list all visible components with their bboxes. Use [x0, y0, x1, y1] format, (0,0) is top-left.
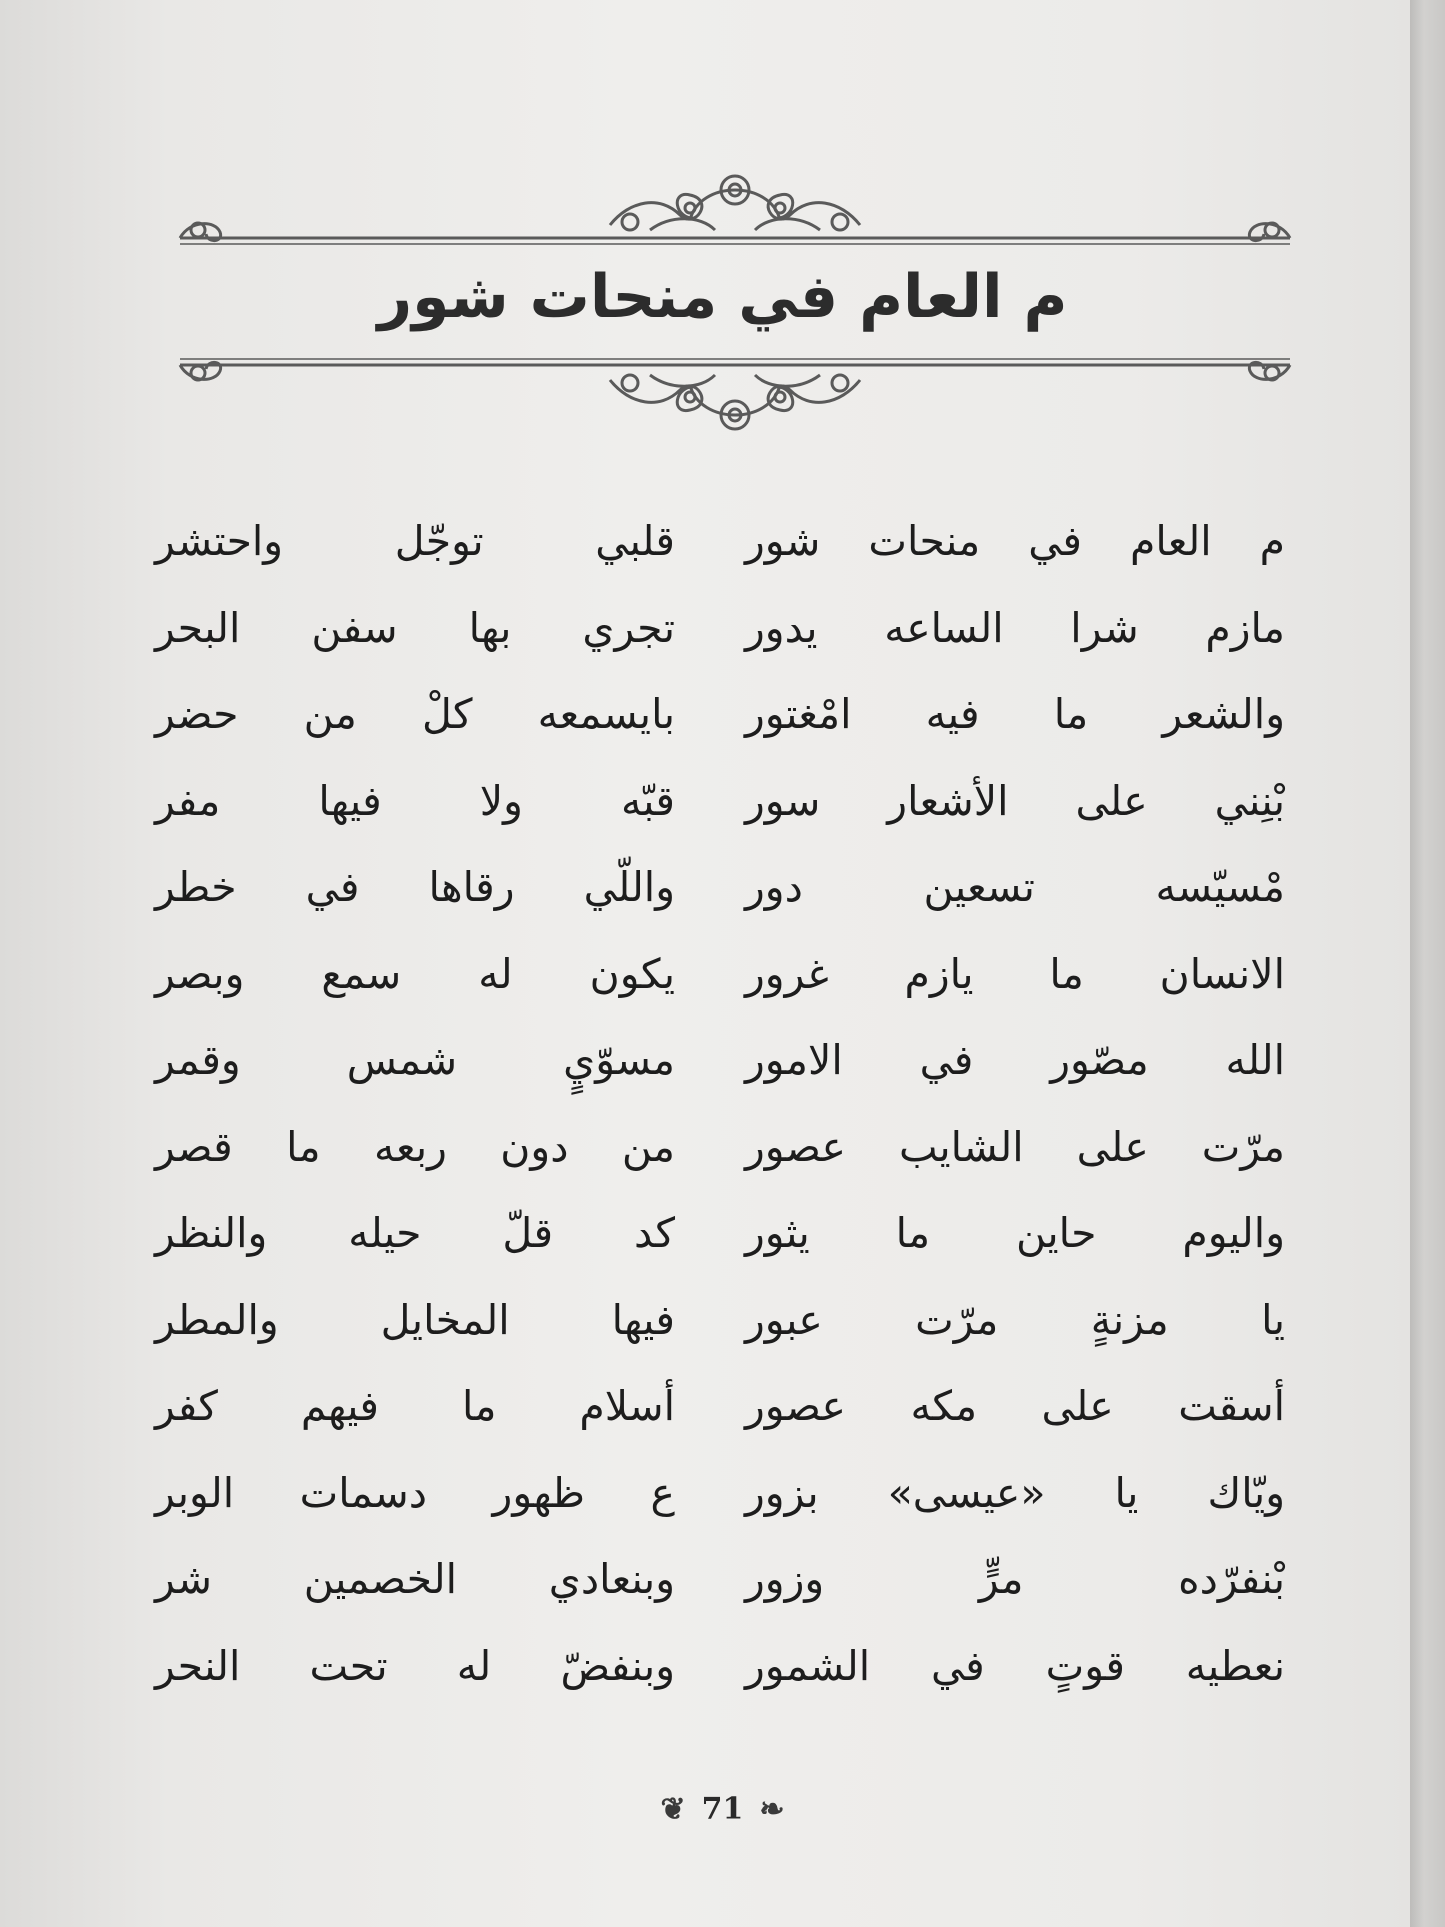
adjacent-page-edge: [1410, 0, 1445, 1927]
verse-line: وبنفضّ له تحت النحر: [155, 1641, 675, 1690]
verse-line: كد قلّ حيله والنظر: [155, 1209, 675, 1257]
verse-line: مْسيّسه تسعين دور: [745, 863, 1285, 911]
bottom-ornament-divider-icon: [170, 355, 1300, 445]
verse-line: واليوم حاين ما يثور: [745, 1209, 1285, 1257]
verse-line: يكون له سمع وبصر: [155, 949, 675, 998]
verse-line: الانسان ما يازم غرور: [745, 949, 1285, 998]
verse-line: تجري بها سفن البحر: [155, 603, 675, 652]
verse-line: قبّه ولا فيها مفر: [155, 776, 675, 825]
poem-title: م العام في منحات شور: [377, 262, 1068, 332]
verse-line: نعطيه قوتٍ في الشمور: [745, 1641, 1285, 1690]
fleuron-icon: ❦: [660, 1791, 686, 1827]
verse-line: فيها المخايل والمطر: [155, 1295, 675, 1344]
verse-line: ويّاك يا «عيسى» بزور: [745, 1468, 1285, 1517]
verse-line: أسلام ما فيهم كفر: [155, 1382, 675, 1430]
verse-line: والشعر ما فيه امْغتور: [745, 690, 1285, 738]
top-ornament-divider-icon: [170, 160, 1300, 250]
verse-line: بْنِني على الأشعار سور: [745, 776, 1285, 825]
verse-line: من دون ربعه ما قصر: [155, 1122, 675, 1171]
verse-line: قلبي توجّل واحتشر: [155, 517, 675, 565]
verse-line: ع ظهور دسمات الوبر: [155, 1468, 675, 1517]
poem-left-column: [155, 498, 675, 1709]
fleuron-icon: ❧: [759, 1791, 785, 1827]
verse-line: وبنعادي الخصمين شر: [155, 1555, 675, 1603]
verse-line: واللّي رقاها في خطر: [155, 863, 675, 911]
verse-line: الله مصّور في الامور: [745, 1036, 1285, 1084]
page-footer: [0, 1790, 1445, 1827]
verse-line: بْنفرّده مرٍّ وزور: [745, 1555, 1285, 1603]
verse-line: بايسمعه كلْ من حضر: [155, 690, 675, 738]
verse-line: مسوّيٍ شمس وقمر: [155, 1036, 675, 1084]
verse-line: مازم شرا الساعه يدور: [745, 603, 1285, 652]
verse-line: مرّت على الشايب عصور: [745, 1122, 1285, 1171]
verse-line: يا مزنةٍ مرّت عبور: [745, 1295, 1285, 1344]
verse-line: أسقت على مكه عصور: [745, 1382, 1285, 1430]
poem-right-column: [745, 498, 1285, 1709]
page-number: 71: [701, 1791, 744, 1827]
verse-line: م العام في منحات شور: [745, 517, 1285, 565]
